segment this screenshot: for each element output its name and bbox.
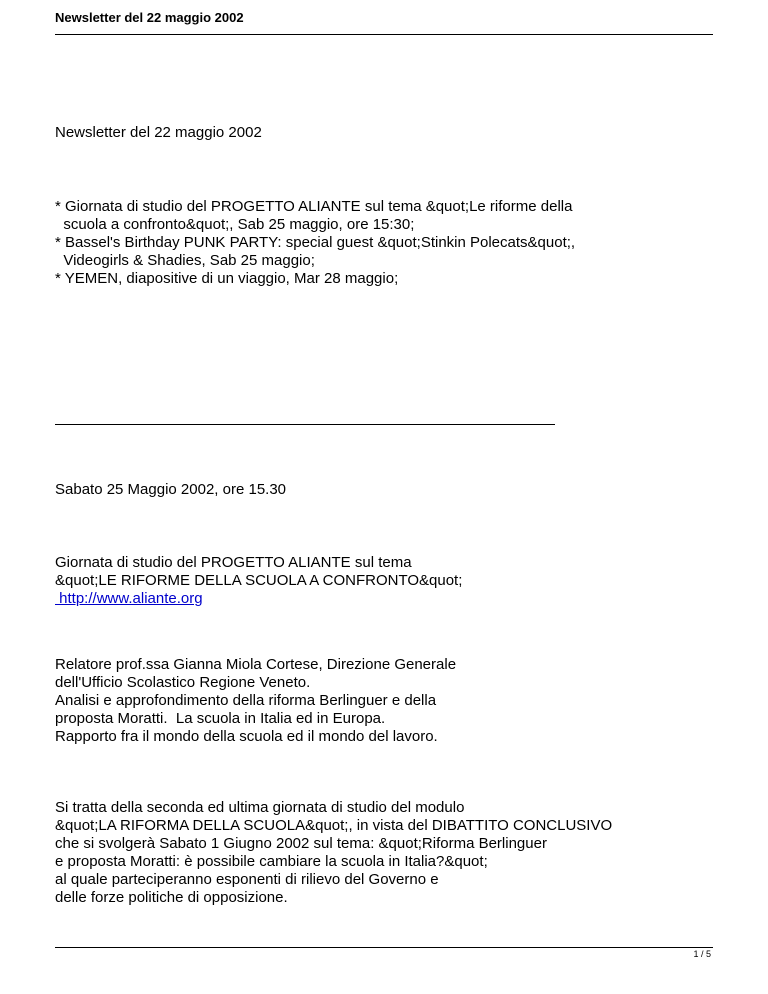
speaker-line: Rapporto fra il mondo della scuola ed il mondo del lavoro. [55, 728, 438, 745]
newsletter-title: Newsletter del 22 maggio 2002 [55, 124, 262, 141]
closing-line: delle forze politiche di opposizione. [55, 889, 288, 906]
event-title-line: &quot;LE RIFORME DELLA SCUOLA A CONFRONTO&quot; [55, 572, 463, 589]
closing-line: &quot;LA RIFORMA DELLA SCUOLA&quot;, in vista del DIBATTITO CONCLUSIVO [55, 817, 613, 834]
summary-item: Videogirls & Shadies, Sab 25 maggio; [55, 252, 315, 269]
speaker-line: dell'Ufficio Scolastico Regione Veneto. [55, 674, 311, 691]
footer-rule [55, 947, 713, 948]
closing-line: e proposta Moratti: è possibile cambiare la scuola in Italia?&quot; [55, 853, 488, 870]
event-title-line: Giornata di studio del PROGETTO ALIANTE sul tema [55, 554, 412, 571]
speaker-line: Relatore prof.ssa Gianna Miola Cortese, Direzione Generale [55, 656, 457, 673]
page-number: 1 / 5 [693, 949, 711, 959]
closing-line: che si svolgerà Sabato 1 Giugno 2002 sul tema: &quot;Riforma Berlinguer [55, 835, 547, 852]
closing-line: Si tratta della seconda ed ultima giornata di studio del modulo [55, 799, 465, 816]
closing-line: al quale parteciperanno esponenti di rilievo del Governo e [55, 871, 439, 888]
aliante-link[interactable]: http://www.aliante.org [55, 590, 203, 607]
summary-item: * Giornata di studio del PROGETTO ALIANTE sul tema &quot;Le riforme della [55, 198, 573, 215]
summary-item: * YEMEN, diapositive di un viaggio, Mar 28 maggio; [55, 270, 399, 287]
section-separator [55, 424, 555, 425]
speaker-line: Analisi e approfondimento della riforma Berlinguer e della [55, 692, 437, 709]
summary-item: * Bassel's Birthday PUNK PARTY: special guest &quot;Stinkin Polecats&quot;, [55, 234, 576, 251]
page-header-title: Newsletter del 22 maggio 2002 [55, 10, 244, 25]
speaker-line: proposta Moratti. La scuola in Italia ed in Europa. [55, 710, 386, 727]
summary-item: scuola a confronto&quot;, Sab 25 maggio, ore 15:30; [55, 216, 415, 233]
event-date: Sabato 25 Maggio 2002, ore 15.30 [55, 481, 287, 498]
header-rule [55, 34, 713, 35]
